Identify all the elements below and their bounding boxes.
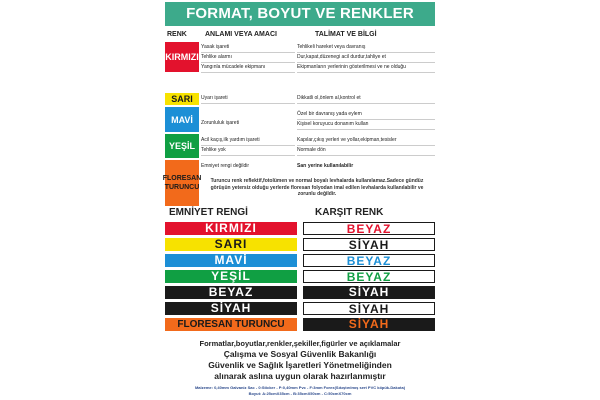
meaning-list <box>201 136 295 156</box>
meaning-item: Yasak işareti <box>201 43 295 53</box>
color-row-yellow <box>165 93 435 105</box>
instruction-list <box>297 94 435 104</box>
header-instruction: TALİMAT VE BİLGİ <box>315 31 377 38</box>
contrast-color-white: BEYAZ <box>303 222 435 235</box>
footer-line: alınarak aslına uygun olarak hazırlanmıştır <box>214 371 386 381</box>
meaning-item <box>201 110 295 119</box>
color-swatch-green: YEŞİL <box>165 134 199 158</box>
footer-line: Formatlar,boyutlar,renkler,şekiller,figürler ve açıklamalar <box>199 339 401 348</box>
color-swatch-yellow: SARI <box>165 93 199 105</box>
header-color: RENK <box>167 31 187 38</box>
instruction-list <box>297 110 435 130</box>
meaning-item: Tehlike alarmı <box>201 53 295 63</box>
safety-color-red: KIRMIZI <box>165 222 297 235</box>
instruction-list <box>297 43 435 73</box>
color-swatch-orange: FLORESAN TURUNCU <box>165 160 199 206</box>
poster-title: FORMAT, BOYUT VE RENKLER <box>165 2 435 26</box>
meaning-list <box>201 110 295 128</box>
instruction-item: Kapılar,çıkış yerleri ve yollar,ekipman,tesisler <box>297 136 435 146</box>
instruction-item: Özel bir davranış yada eylem <box>297 110 435 120</box>
meaning-list <box>201 162 295 171</box>
orange-usage-note: Turuncu renk reflektif,fotolümen ve normal boyalı levhalarda kullanılamaz.Sadece gündüz görüşün yetersiz olduğu yerlerde floresan folyodan imal edilen levhalarda kullanılabilir ve zorunlu değildir. <box>210 178 424 197</box>
contrast-color-black: SİYAH <box>303 286 435 299</box>
color-row-green <box>165 134 435 158</box>
meaning-list <box>201 43 295 73</box>
color-swatch-red: KIRMIZI <box>165 42 199 72</box>
instruction-item: Normale dön <box>297 146 435 156</box>
contrast-color-white: BEYAZ <box>303 254 435 267</box>
materials-line: Malzeme: 0,40mm Galvaniz Sac - 0:Sticker - P:0,40mm Pvc - F:3mm Forex(Sıkıştırılmış sert PVC köpük-Dakota) <box>194 385 406 390</box>
instruction-item: Ekipmanların yerlerinin gösterilmesi ve ne olduğu <box>297 63 435 73</box>
safety-color-black: SİYAH <box>165 302 297 315</box>
instruction-item: Tehlikeli hareket veya davranış <box>297 43 435 53</box>
contrast-color-black: SİYAH <box>303 318 435 331</box>
contrast-color-white: BEYAZ <box>303 270 435 283</box>
instruction-item: Dur,kapat,düzenegi acil durdur,tahliye et <box>297 53 435 63</box>
safety-color-yellow: SARI <box>165 238 297 251</box>
meaning-item: Uyarı işareti <box>201 94 295 104</box>
instruction-item: Dikkatli ol,önlem al,kontrol et <box>297 94 435 104</box>
header-meaning: ANLAMI VEYA AMACI <box>205 31 277 38</box>
meaning-item: Tehlike yok <box>201 146 295 156</box>
instruction-item: Sarı yerine kullanılabilir <box>297 163 354 169</box>
instruction-list <box>297 136 435 156</box>
sizes-line: Boyut: A:25cmX35cm - B:35cmX50cm - C:50cmX70cm <box>248 391 352 396</box>
meaning-item: Emniyet rengi değildir <box>201 163 250 169</box>
meaning-item: Yangınla mücadele ekipmanı <box>201 63 295 73</box>
safety-color-white: BEYAZ <box>165 286 297 299</box>
contrast-color-header: KARŞIT RENK <box>315 207 384 218</box>
color-row-red <box>165 42 435 72</box>
instruction-list <box>297 162 435 171</box>
poster <box>162 0 435 400</box>
meaning-item: Zorunluluk işareti <box>201 120 240 126</box>
safety-color-header: EMNİYET RENGİ <box>169 207 248 218</box>
color-swatch-blue: MAVİ <box>165 107 199 132</box>
meaning-item: Acil kaçış,ilk yardım işareti <box>201 136 295 146</box>
instruction-item: Kişisel koruyucu donanım kullan <box>297 120 435 130</box>
safety-color-orange: FLORESAN TURUNCU <box>165 318 297 331</box>
footer-line: Güvenlik ve Sağlık İşaretleri Yönetmeliğinden <box>208 360 392 370</box>
meaning-list <box>201 94 295 104</box>
footer-line: Çalışma ve Sosyal Güvenlik Bakanlığı <box>223 349 377 359</box>
contrast-color-black: SİYAH <box>303 238 435 251</box>
safety-color-green: YEŞİL <box>165 270 297 283</box>
safety-color-blue: MAVİ <box>165 254 297 267</box>
contrast-color-black: SİYAH <box>303 302 435 315</box>
color-row-blue <box>165 107 435 132</box>
